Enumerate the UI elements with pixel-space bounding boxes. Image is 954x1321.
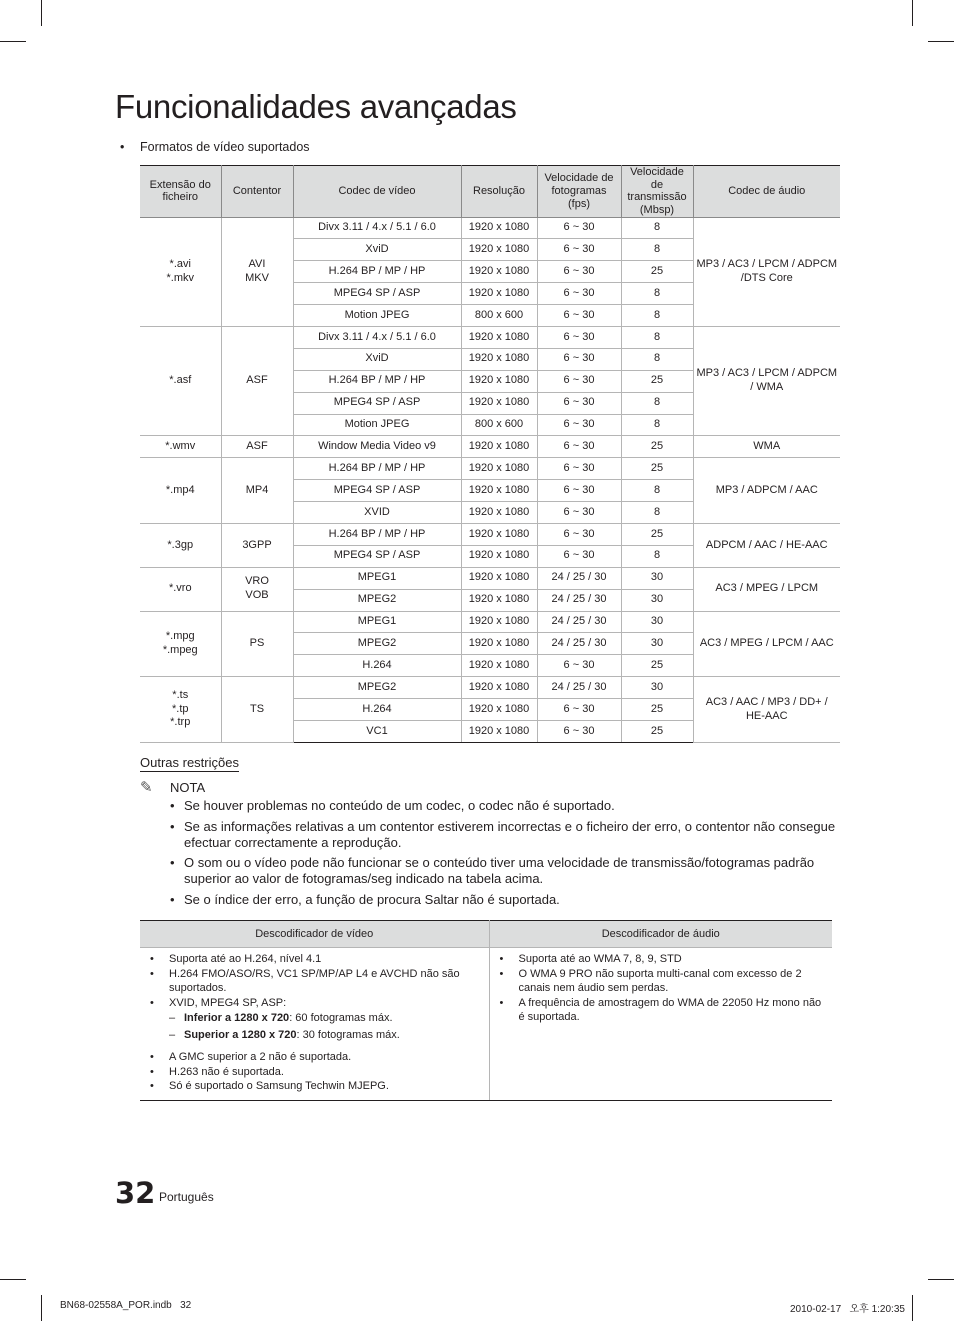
table-row — [140, 327, 840, 349]
bitrate-cell: 25 — [621, 655, 693, 677]
video-decoder-cell — [140, 948, 489, 1101]
extension-cell: *.mpg *.mpeg — [140, 611, 221, 677]
limit-value: : 60 fotogramas máx. — [289, 1012, 393, 1024]
bitrate-cell: 8 — [621, 545, 693, 567]
framerate-cell: 6 ~ 30 — [537, 502, 621, 524]
framerate-cell: 24 / 25 / 30 — [537, 677, 621, 699]
crop-mark — [928, 41, 954, 42]
container-cell: ASF — [221, 327, 293, 436]
video-codec-cell: MPEG4 SP / ASP — [293, 392, 461, 414]
list-item: • Só é suportado o Samsung Techwin MJEPG. — [148, 1079, 481, 1094]
resolution-cell: 1920 x 1080 — [461, 370, 537, 392]
container-cell: AVI MKV — [221, 217, 293, 326]
restrictions-heading: Outras restrições — [140, 755, 239, 770]
crop-mark — [41, 0, 42, 26]
table-row — [140, 567, 840, 589]
list-item: • O som ou o vídeo pode não funcionar se o conteúdo tiver uma velocidade de transmissão/fotogramas padrão superior ao valor de fotogramas/seg indicado na tabela acima. — [168, 855, 848, 887]
video-codec-cell: Divx 3.11 / 4.x / 5.1 / 6.0 — [293, 217, 461, 239]
crop-mark — [41, 1295, 42, 1321]
audio-codec-cell: AC3 / AAC / MP3 / DD+ / HE-AAC — [693, 677, 840, 743]
extension-cell: *.3gp — [140, 524, 221, 568]
table-row — [140, 458, 840, 480]
resolution-cell: 1920 x 1080 — [461, 283, 537, 305]
audio-codec-cell: ADPCM / AAC / HE-AAC — [693, 524, 840, 568]
list-item: • Suporta até ao H.264, nível 4.1 — [148, 952, 481, 967]
framerate-cell: 6 ~ 30 — [537, 217, 621, 239]
bitrate-cell: 8 — [621, 239, 693, 261]
framerate-cell: 6 ~ 30 — [537, 699, 621, 721]
extension-cell: *.ts *.tp *.trp — [140, 677, 221, 743]
list-item: • A GMC superior a 2 não é suportada. — [148, 1050, 481, 1065]
video-codec-cell: Window Media Video v9 — [293, 436, 461, 458]
table-header-row — [140, 166, 840, 218]
container-cell: ASF — [221, 436, 293, 458]
video-codec-cell: Divx 3.11 / 4.x / 5.1 / 6.0 — [293, 327, 461, 349]
bitrate-cell: 8 — [621, 348, 693, 370]
framerate-cell: 24 / 25 / 30 — [537, 633, 621, 655]
resolution-cell: 1920 x 1080 — [461, 545, 537, 567]
table-row — [140, 611, 840, 633]
framerate-cell: 24 / 25 / 30 — [537, 567, 621, 589]
bitrate-cell: 8 — [621, 480, 693, 502]
audio-codec-cell: WMA — [693, 436, 840, 458]
bullet-dot: • — [120, 140, 125, 154]
container-cell: PS — [221, 611, 293, 677]
resolution-cell: 1920 x 1080 — [461, 677, 537, 699]
audio-codec-cell: MP3 / AC3 / LPCM / ADPCM / WMA — [693, 327, 840, 436]
video-decoder-header: Descodificador de vídeo — [140, 921, 489, 948]
table-row — [140, 524, 840, 546]
resolution-cell: 1920 x 1080 — [461, 480, 537, 502]
footer-file: BN68-02558A_POR.indb 32 — [60, 1300, 192, 1311]
video-codec-cell: MPEG1 — [293, 567, 461, 589]
bitrate-cell: 25 — [621, 261, 693, 283]
crop-mark — [0, 41, 26, 42]
crop-mark — [928, 1279, 954, 1280]
video-codec-cell: H.264 BP / MP / HP — [293, 370, 461, 392]
framerate-cell: 6 ~ 30 — [537, 305, 621, 327]
video-codec-cell: Motion JPEG — [293, 305, 461, 327]
extension-cell: *.mp4 — [140, 458, 221, 524]
col-header: Codec de áudio — [693, 166, 840, 218]
list-item: • Suporta até ao WMA 7, 8, 9, STD — [498, 952, 825, 967]
framerate-cell: 24 / 25 / 30 — [537, 611, 621, 633]
framerate-cell: 6 ~ 30 — [537, 480, 621, 502]
list-item: • O WMA 9 PRO não suporta multi-canal com excesso de 2 canais nem áudio sem perdas. — [498, 967, 825, 996]
resolution-cell: 1920 x 1080 — [461, 239, 537, 261]
col-header: Resolução — [461, 166, 537, 218]
list-item — [169, 1010, 481, 1027]
pencil-icon: ✎ — [140, 779, 153, 796]
container-cell: VRO VOB — [221, 567, 293, 611]
decoder-table — [140, 920, 832, 1101]
resolution-cell: 1920 x 1080 — [461, 611, 537, 633]
container-cell: 3GPP — [221, 524, 293, 568]
bitrate-cell: 30 — [621, 677, 693, 699]
video-decoder-list-2 — [148, 1050, 481, 1094]
list-item: • H.264 FMO/ASO/RS, VC1 SP/MP/AP L4 e AVCHD não são suportados. — [148, 967, 481, 996]
footer-date: 2010-02-17 오후 1:20:35 — [790, 1304, 905, 1315]
resolution-cell: 1920 x 1080 — [461, 217, 537, 239]
video-decoder-list — [148, 952, 481, 1010]
list-item: • A frequência de amostragem do WMA de 22050 Hz mono não é suportada. — [498, 996, 825, 1025]
video-codec-cell: H.264 — [293, 699, 461, 721]
framerate-cell: 6 ~ 30 — [537, 655, 621, 677]
list-item: • XVID, MPEG4 SP, ASP: — [148, 996, 481, 1011]
resolution-cell: 1920 x 1080 — [461, 458, 537, 480]
video-codec-cell: H.264 BP / MP / HP — [293, 524, 461, 546]
container-cell: MP4 — [221, 458, 293, 524]
container-cell: TS — [221, 677, 293, 743]
table-row — [140, 217, 840, 239]
resolution-cell: 1920 x 1080 — [461, 655, 537, 677]
table-row — [140, 948, 832, 1101]
framerate-cell: 6 ~ 30 — [537, 283, 621, 305]
list-item: • Se houver problemas no conteúdo de um codec, o codec não é suportado. — [168, 798, 848, 814]
col-header: Velocidade de transmissão (Mbsp) — [621, 166, 693, 218]
audio-decoder-list — [498, 952, 825, 1025]
video-codec-cell: VC1 — [293, 721, 461, 743]
bitrate-cell: 30 — [621, 589, 693, 611]
framerate-cell: 24 / 25 / 30 — [537, 589, 621, 611]
extension-cell: *.vro — [140, 567, 221, 611]
bitrate-cell: 8 — [621, 502, 693, 524]
note-label: NOTA — [170, 780, 206, 795]
bitrate-cell: 8 — [621, 283, 693, 305]
bitrate-cell: 25 — [621, 436, 693, 458]
bitrate-cell: 25 — [621, 458, 693, 480]
extension-cell: *.avi *.mkv — [140, 217, 221, 326]
list-item: • Se as informações relativas a um contentor estiverem incorrectas e o ficheiro der erro, o contentor não consegue efectuar correctamente a reprodução. — [168, 819, 848, 851]
section-bullet-label: Formatos de vídeo suportados — [140, 140, 310, 154]
bitrate-cell: 8 — [621, 414, 693, 436]
table-header-row — [140, 921, 832, 948]
list-item: • Se o índice der erro, a função de procura Saltar não é suportada. — [168, 892, 848, 908]
table-row — [140, 677, 840, 699]
list-item — [169, 1027, 481, 1044]
resolution-cell: 1920 x 1080 — [461, 436, 537, 458]
audio-decoder-cell — [489, 948, 832, 1101]
col-header: Extensão do ficheiro — [140, 166, 221, 218]
bitrate-cell: 8 — [621, 305, 693, 327]
video-codec-cell: H.264 BP / MP / HP — [293, 458, 461, 480]
extension-cell: *.asf — [140, 327, 221, 436]
audio-codec-cell: MP3 / AC3 / LPCM / ADPCM /DTS Core — [693, 217, 840, 326]
page-language: Português — [159, 1190, 214, 1204]
resolution-cell: 1920 x 1080 — [461, 392, 537, 414]
video-codec-cell: MPEG1 — [293, 611, 461, 633]
limit-value: : 30 fotogramas máx. — [296, 1029, 400, 1041]
extension-cell: *.wmv — [140, 436, 221, 458]
resolution-cell: 800 x 600 — [461, 414, 537, 436]
resolution-cell: 1920 x 1080 — [461, 327, 537, 349]
framerate-cell: 6 ~ 30 — [537, 545, 621, 567]
framerate-cell: 6 ~ 30 — [537, 239, 621, 261]
bitrate-cell: 25 — [621, 721, 693, 743]
note-heading — [140, 778, 205, 796]
list-item: • H.263 não é suportada. — [148, 1065, 481, 1080]
framerate-cell: 6 ~ 30 — [537, 261, 621, 283]
bitrate-cell: 30 — [621, 633, 693, 655]
resolution-cell: 1920 x 1080 — [461, 589, 537, 611]
page-title: Funcionalidades avançadas — [115, 88, 517, 125]
video-codec-cell: H.264 BP / MP / HP — [293, 261, 461, 283]
framerate-cell: 6 ~ 30 — [537, 414, 621, 436]
framerate-cell: 6 ~ 30 — [537, 458, 621, 480]
audio-codec-cell: AC3 / MPEG / LPCM — [693, 567, 840, 611]
bitrate-cell: 8 — [621, 327, 693, 349]
audio-codec-cell: AC3 / MPEG / LPCM / AAC — [693, 611, 840, 677]
resolution-cell: 1920 x 1080 — [461, 633, 537, 655]
resolution-cell: 1920 x 1080 — [461, 524, 537, 546]
video-codec-cell: MPEG4 SP / ASP — [293, 283, 461, 305]
crop-mark — [912, 1295, 913, 1321]
resolution-cell: 1920 x 1080 — [461, 502, 537, 524]
video-codec-cell: H.264 — [293, 655, 461, 677]
video-codec-cell: MPEG2 — [293, 589, 461, 611]
framerate-cell: 6 ~ 30 — [537, 721, 621, 743]
resolution-cell: 1920 x 1080 — [461, 699, 537, 721]
video-codec-cell: MPEG4 SP / ASP — [293, 545, 461, 567]
video-codec-cell: MPEG2 — [293, 677, 461, 699]
col-header: Velocidade de fotogramas (fps) — [537, 166, 621, 218]
page-number: 32 — [115, 1176, 156, 1210]
video-codec-cell: MPEG2 — [293, 633, 461, 655]
bitrate-cell: 30 — [621, 611, 693, 633]
col-header: Codec de vídeo — [293, 166, 461, 218]
section-bullet — [120, 140, 310, 154]
audio-decoder-header: Descodificador de áudio — [489, 921, 832, 948]
video-codec-cell: MPEG4 SP / ASP — [293, 480, 461, 502]
resolution-cell: 1920 x 1080 — [461, 721, 537, 743]
bitrate-cell: 8 — [621, 217, 693, 239]
video-codec-cell: XviD — [293, 239, 461, 261]
resolution-cell: 800 x 600 — [461, 305, 537, 327]
table-row — [140, 436, 840, 458]
notes-list — [168, 798, 848, 912]
bitrate-cell: 25 — [621, 370, 693, 392]
framerate-cell: 6 ~ 30 — [537, 524, 621, 546]
video-codec-cell: Motion JPEG — [293, 414, 461, 436]
framerate-cell: 6 ~ 30 — [537, 348, 621, 370]
video-codec-cell: XviD — [293, 348, 461, 370]
limit-label: Superior a 1280 x 720 — [184, 1029, 297, 1041]
video-formats-table — [140, 165, 840, 743]
limit-label: Inferior a 1280 x 720 — [184, 1012, 290, 1024]
bitrate-cell: 25 — [621, 524, 693, 546]
video-codec-cell: XVID — [293, 502, 461, 524]
framerate-cell: 6 ~ 30 — [537, 392, 621, 414]
resolution-cell: 1920 x 1080 — [461, 348, 537, 370]
crop-mark — [912, 0, 913, 26]
framerate-cell: 6 ~ 30 — [537, 436, 621, 458]
audio-codec-cell: MP3 / ADPCM / AAC — [693, 458, 840, 524]
resolution-cell: 1920 x 1080 — [461, 567, 537, 589]
framerate-cell: 6 ~ 30 — [537, 327, 621, 349]
bitrate-cell: 8 — [621, 392, 693, 414]
bitrate-cell: 30 — [621, 567, 693, 589]
framerate-cell: 6 ~ 30 — [537, 370, 621, 392]
resolution-cell: 1920 x 1080 — [461, 261, 537, 283]
video-formats-body — [140, 217, 840, 742]
framerate-sublist — [148, 1010, 481, 1044]
crop-mark — [0, 1279, 26, 1280]
bitrate-cell: 25 — [621, 699, 693, 721]
col-header: Contentor — [221, 166, 293, 218]
